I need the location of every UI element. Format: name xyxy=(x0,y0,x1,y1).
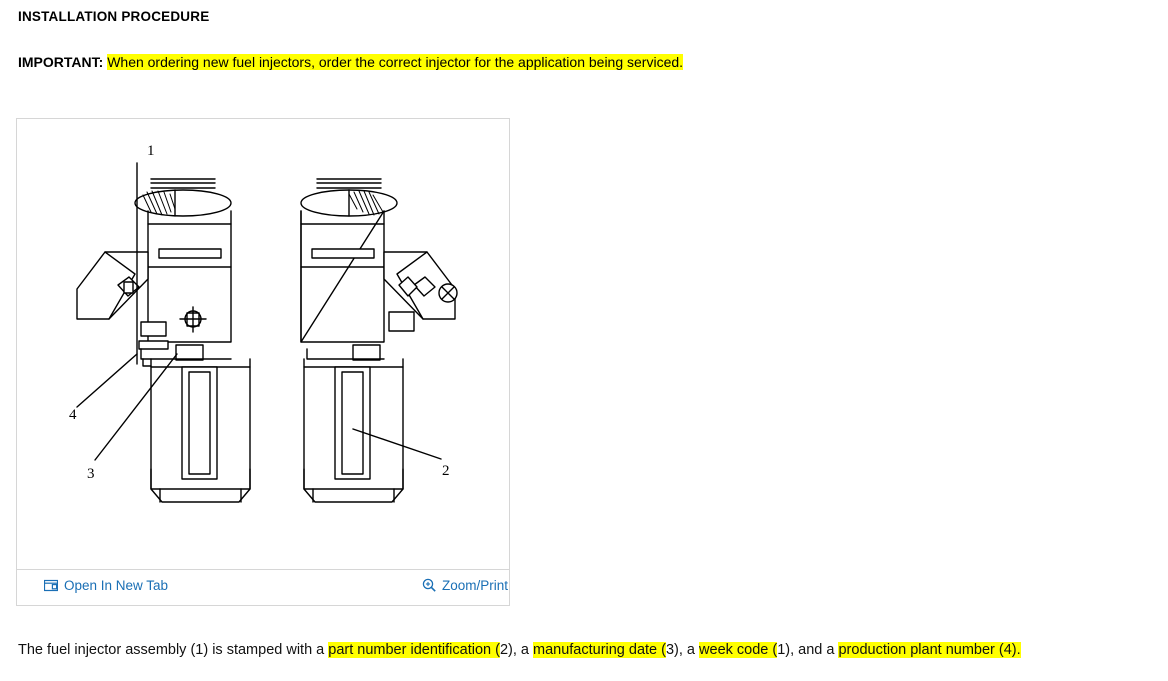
figure-container xyxy=(16,118,510,606)
paragraph-segment-2: 2), a xyxy=(499,642,533,658)
open-in-new-tab-label: Open In New Tab xyxy=(64,578,169,593)
paragraph-highlight-4: production plant number (4). xyxy=(838,642,1021,658)
callout-1: 1 xyxy=(147,143,155,159)
fuel-injector-diagram xyxy=(17,119,511,571)
paragraph-highlight-3: week code ( xyxy=(699,642,778,658)
important-highlighted-text: When ordering new fuel injectors, order the correct injector for the application being serviced. xyxy=(107,54,684,70)
paragraph-segment-3: 3), a xyxy=(665,642,700,658)
important-note xyxy=(18,54,683,70)
magnifier-plus-icon xyxy=(422,578,436,595)
important-label: IMPORTANT: xyxy=(18,54,104,70)
body-paragraph xyxy=(18,642,1021,658)
paragraph-segment-4: 1), and a xyxy=(777,642,839,658)
paragraph-highlight-1: part number identification ( xyxy=(328,642,500,658)
callout-4: 4 xyxy=(69,407,77,423)
zoom-print-label: Zoom/Print xyxy=(442,578,509,593)
open-in-new-tab-button[interactable] xyxy=(44,578,168,595)
figure-footer xyxy=(17,569,509,605)
zoom-print-button[interactable] xyxy=(422,578,508,595)
page-title: INSTALLATION PROCEDURE xyxy=(18,9,210,24)
callout-3: 3 xyxy=(87,466,95,482)
paragraph-highlight-2: manufacturing date ( xyxy=(532,642,666,658)
callout-2: 2 xyxy=(442,463,450,479)
external-window-icon xyxy=(44,579,58,595)
paragraph-segment-1: The fuel injector assembly (1) is stamped with a xyxy=(18,642,329,658)
